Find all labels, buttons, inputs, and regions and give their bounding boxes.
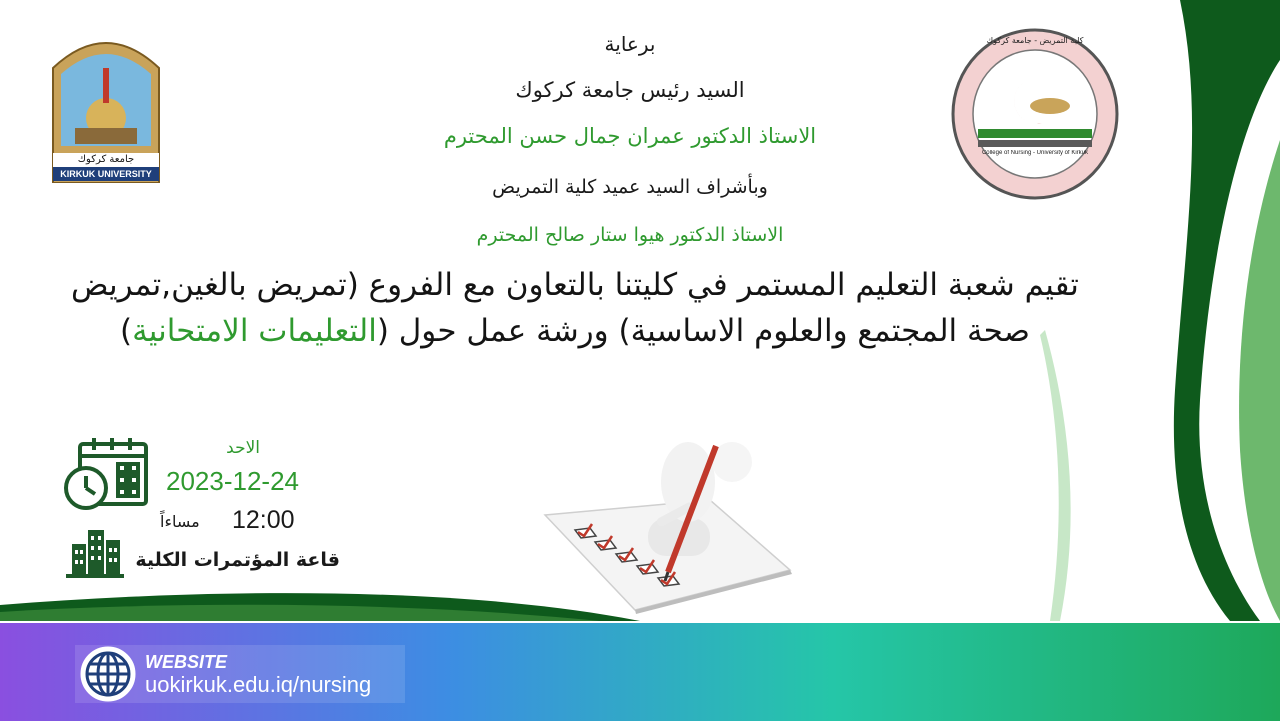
calendar-clock-icon (62, 436, 152, 516)
building-icon (66, 526, 124, 578)
workshop-title-main: تقيم شعبة التعليم المستمر في كليتنا بالتعاون مع الفروع (تمريض بالغين,تمريض صحة المجتمع والعلوم الاساسية) ورشة عمل حول ( (71, 267, 1079, 349)
website-url-link[interactable]: uokirkuk.edu.iq/nursing (145, 672, 372, 697)
patronage-label: برعاية (604, 32, 656, 56)
website-label: WEBSITE (145, 652, 228, 672)
event-time-row (160, 506, 310, 538)
event-day: الاحد (226, 438, 260, 458)
university-president-name: الاستاذ الدكتور عمران جمال حسن المحترم (443, 124, 817, 148)
event-period: مساءاً (160, 512, 200, 531)
university-president-title: السيد رئيس جامعة كركوك (515, 78, 745, 102)
workshop-topic: التعليمات الامتحانية (132, 313, 377, 349)
logo-left-top-text: جامعة كركوك (77, 154, 135, 165)
checklist-illustration (540, 440, 800, 615)
logo-left-bottom-text: KIRKUK UNIVERSITY (60, 169, 152, 179)
dean-name: الاستاذ الدكتور هيوا ستار صالح المحترم (476, 224, 784, 246)
workshop-title-close: ) (120, 313, 133, 349)
kirkuk-university-logo (45, 28, 167, 183)
college-of-nursing-logo (950, 26, 1120, 201)
event-time: 12:00 (232, 506, 295, 534)
globe-icon (80, 646, 136, 702)
logo-right-inner-text: College of Nursing - University of Kirkuk (981, 150, 1089, 156)
logo-right-ring-text: كلية التمريض - جامعة كركوك (986, 36, 1084, 45)
event-venue: قاعة المؤتمرات الكلية (135, 549, 340, 571)
dean-supervision-line: وبأشراف السيد عميد كلية التمريض (492, 176, 768, 198)
workshop-title (40, 262, 1110, 354)
event-date: 2023-12-24 (166, 466, 299, 496)
